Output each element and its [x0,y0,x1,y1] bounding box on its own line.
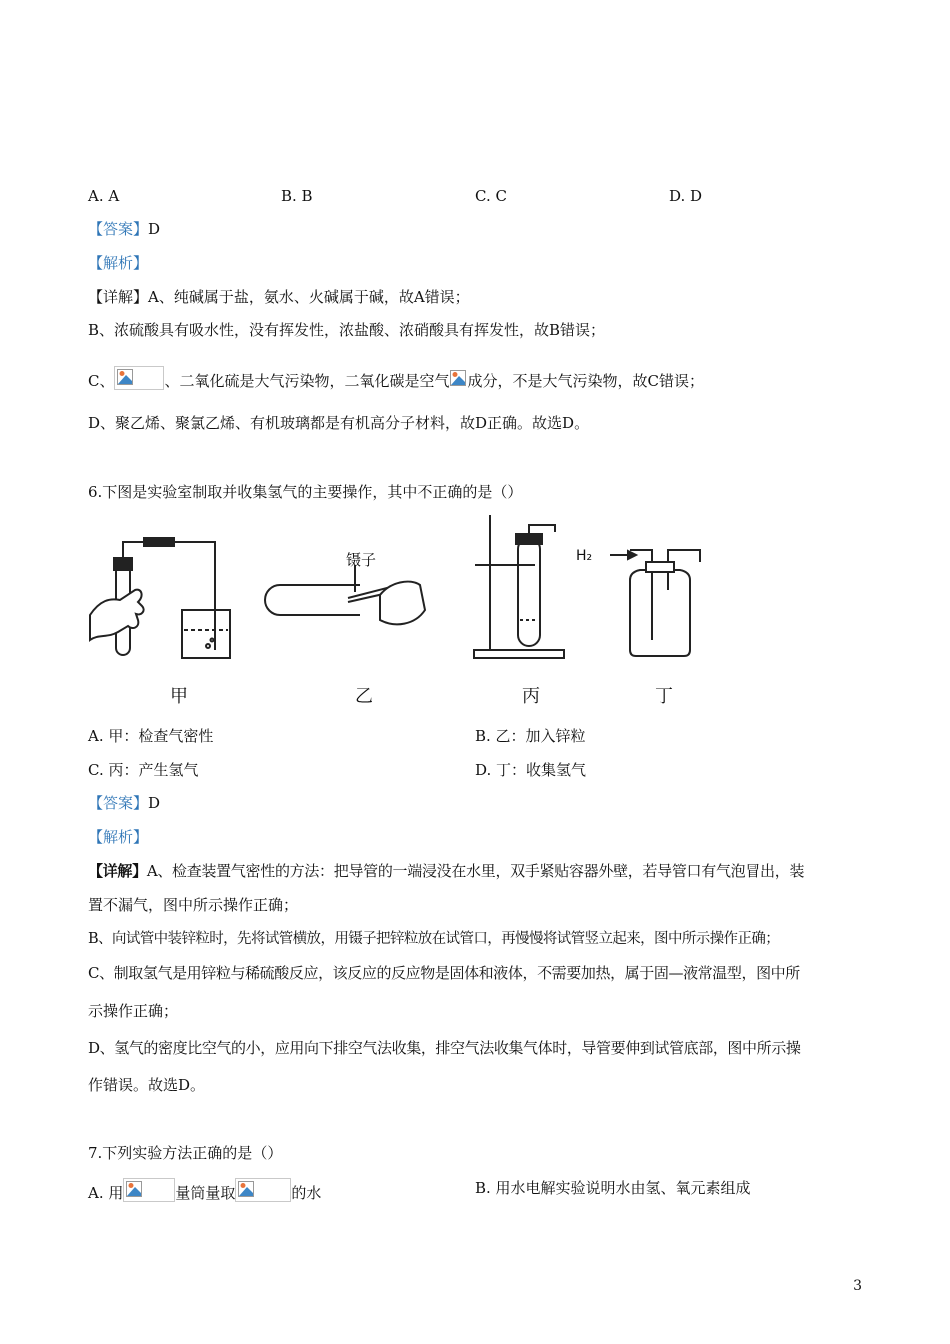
answer-tag: 【答案】 [88,794,149,812]
broken-image [114,366,164,390]
q5-answer [88,219,160,239]
option-a-prefix: A. 用 [88,1184,124,1202]
gas-label: H₂ [576,548,593,564]
q5-detail-b: B、浓硫酸具有吸水性，没有挥发性，浓盐酸、浓硝酸具有挥发性，故B错误； [88,321,606,339]
page-number: 3 [853,1278,862,1294]
detail-tag: 【详解】 [88,862,147,880]
q6-detail-d2: 作错误。故选D。 [88,1076,206,1094]
figure-ding-apparatus [610,550,700,656]
broken-image-icon [117,369,133,385]
q6-option-a: A. 甲：检查气密性 [88,727,214,745]
q7-question: 7.下列实验方法正确的是（） [88,1144,283,1162]
detail-c-prefix: C、 [88,372,115,390]
q5-detail-a [88,287,470,307]
q6-option-b: B. 乙：加入锌粒 [475,727,586,745]
broken-image-small [450,368,468,390]
figure-label-jia: 甲 [170,686,188,707]
q6-option-d: D. 丁：收集氢气 [475,761,587,779]
q5-option-a: A. A [88,187,120,205]
answer-tag: 【答案】 [88,220,149,238]
figure-bing-apparatus [474,515,564,658]
q6-analysis-tag: 【解析】 [88,828,149,846]
broken-image-icon [450,370,466,386]
tweezers-label: 镊子 [346,551,377,569]
q5-option-b: B. B [281,187,313,205]
q6-detail-c2: 示操作正确； [88,1002,179,1020]
q6-detail-c1: C、制取氢气是用锌粒与稀硫酸反应，该反应的反应物是固体和液体，不需要加热，属于固—液常温型，图中所 [88,964,800,982]
q5-analysis-tag: 【解析】 [88,254,149,272]
q7-option-a [88,1178,321,1203]
q5-detail-d: D、聚乙烯、聚氯乙烯、有机玻璃都是有机高分子材料，故D正确。故选D。 [88,414,590,432]
detail-c-mid: 、二氧化硫是大气污染物，二氧化碳是空气 [164,372,450,390]
answer-value: D [148,794,161,812]
q6-answer [88,793,160,813]
q6-figure [80,510,720,670]
option-a-mid: 量筒量取 [175,1184,236,1202]
answer-value: D [148,220,161,238]
q5-detail-c [88,366,704,391]
q5-option-c: C. C [475,187,507,205]
q6-question: 6.下图是实验室制取并收集氢气的主要操作，其中不正确的是（） [88,483,523,501]
broken-image [235,1178,291,1202]
figure-label-ding: 丁 [655,686,673,707]
figure-label-yi: 乙 [355,686,373,707]
figure-label-bing: 丙 [522,686,540,707]
detail-c-suffix: 成分，不是大气污染物，故C错误； [467,372,704,390]
q5-option-d: D. D [669,187,703,205]
q6-option-c: C. 丙：产生氢气 [88,761,199,779]
figure-jia-apparatus [90,538,230,658]
q6-detail-a2: 置不漏气，图中所示操作正确； [88,896,299,914]
broken-image-icon [126,1181,142,1197]
detail-text: A、检查装置气密性的方法：把导管的一端浸没在水里，双手紧贴容器外壁，若导管口有气泡冒出，装 [146,862,805,880]
q6-detail-d1: D、氢气的密度比空气的小，应用向下排空气法收集，排空气法收集气体时，导管要伸到试管底部，图中所示操 [88,1039,801,1057]
figure-yi-apparatus [265,565,425,624]
q7-option-b: B. 用水电解实验说明水由氢、氧元素组成 [475,1179,751,1197]
option-a-suffix: 的水 [291,1184,322,1202]
q6-detail-a1 [88,861,804,881]
broken-image [123,1178,175,1202]
detail-tag: 【详解】 [88,288,149,306]
broken-image-icon [238,1181,254,1197]
q6-detail-b: B、向试管中装锌粒时，先将试管横放，用镊子把锌粒放在试管口，再慢慢将试管竖立起来，图中所示操作正确； [88,931,780,947]
detail-text: A、纯碱属于盐，氨水、火碱属于碱，故A错误； [148,288,470,306]
